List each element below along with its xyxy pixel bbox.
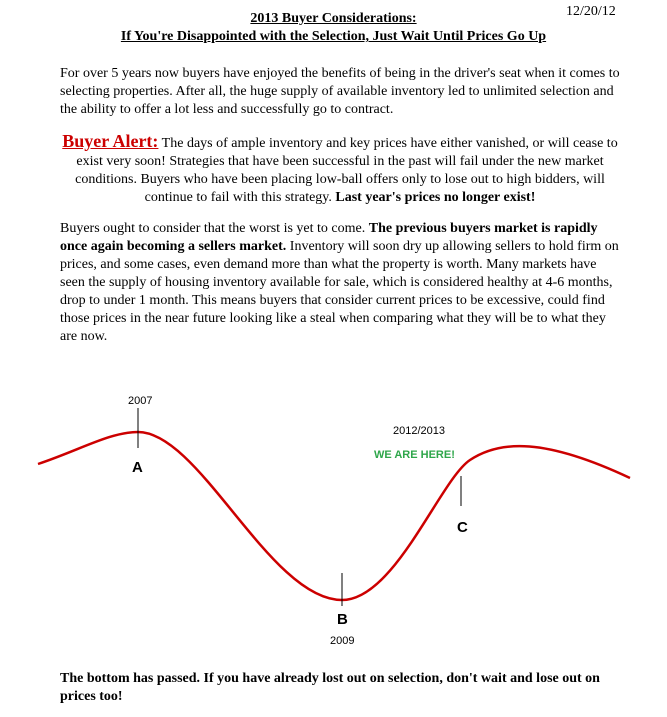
body-paragraph [60,220,620,346]
intro-paragraph: For over 5 years now buyers have enjoyed the benefits of being in the driver's seat when it comes to selecting properties. After all, the huge supply of available inventory led to unlimited selection and the ability to offer a lot less and successfully go to contract. [60,66,620,117]
point-c-letter: C [457,519,468,536]
buyer-alert-paragraph [60,132,620,207]
buyer-alert-emphasis: Last year's prices no longer exist! [335,190,536,205]
buyer-alert-text: The days of ample inventory and key prices have either vanished, or will cease to exist very soon! Strategies that have been successful in the past will fail under the new market conditions. Buyers who have been placing low-ball offers only to lose out to high bidders, will continue to fail with this strategy. [75,136,618,205]
body-lead: Buyers ought to consider that the worst is yet to come. [60,221,369,236]
body-emphasis: The previous buyers market is rapidly once again becoming a sellers market. [60,221,598,254]
market-cycle-diagram [0,380,667,660]
point-a-letter: A [132,459,143,476]
point-a-year: 2007 [128,395,153,407]
title-line-1: 2013 Buyer Considerations: [250,11,417,26]
body-rest: Inventory will soon dry up allowing sellers to hold firm on prices, and some cases, even demand more than what the property is worth. Many markets have seen the supply of housing inventory available for sale, which is considered healthy at 4-6 months, drop to under 1 month. This means buyers that consider current prices to be excessive, could find those prices in the near future looking like a steal when comparing what they will be to what they are now. [60,239,619,344]
title-line-2: If You're Disappointed with the Selection, Just Wait Until Prices Go Up [120,29,547,44]
point-b-letter: B [337,611,348,628]
document-title [0,10,667,46]
point-b-year: 2009 [330,635,355,647]
document-date: 12/20/12 [566,4,616,19]
closing-statement: The bottom has passed. If you have already lost out on selection, don't wait and lose out on prices too! [60,671,600,704]
point-c-year: 2012/2013 [393,425,445,437]
market-cycle-curve [38,432,630,600]
buyer-alert-label: Buyer Alert: [62,131,159,151]
we-are-here-callout: WE ARE HERE! [374,449,455,461]
